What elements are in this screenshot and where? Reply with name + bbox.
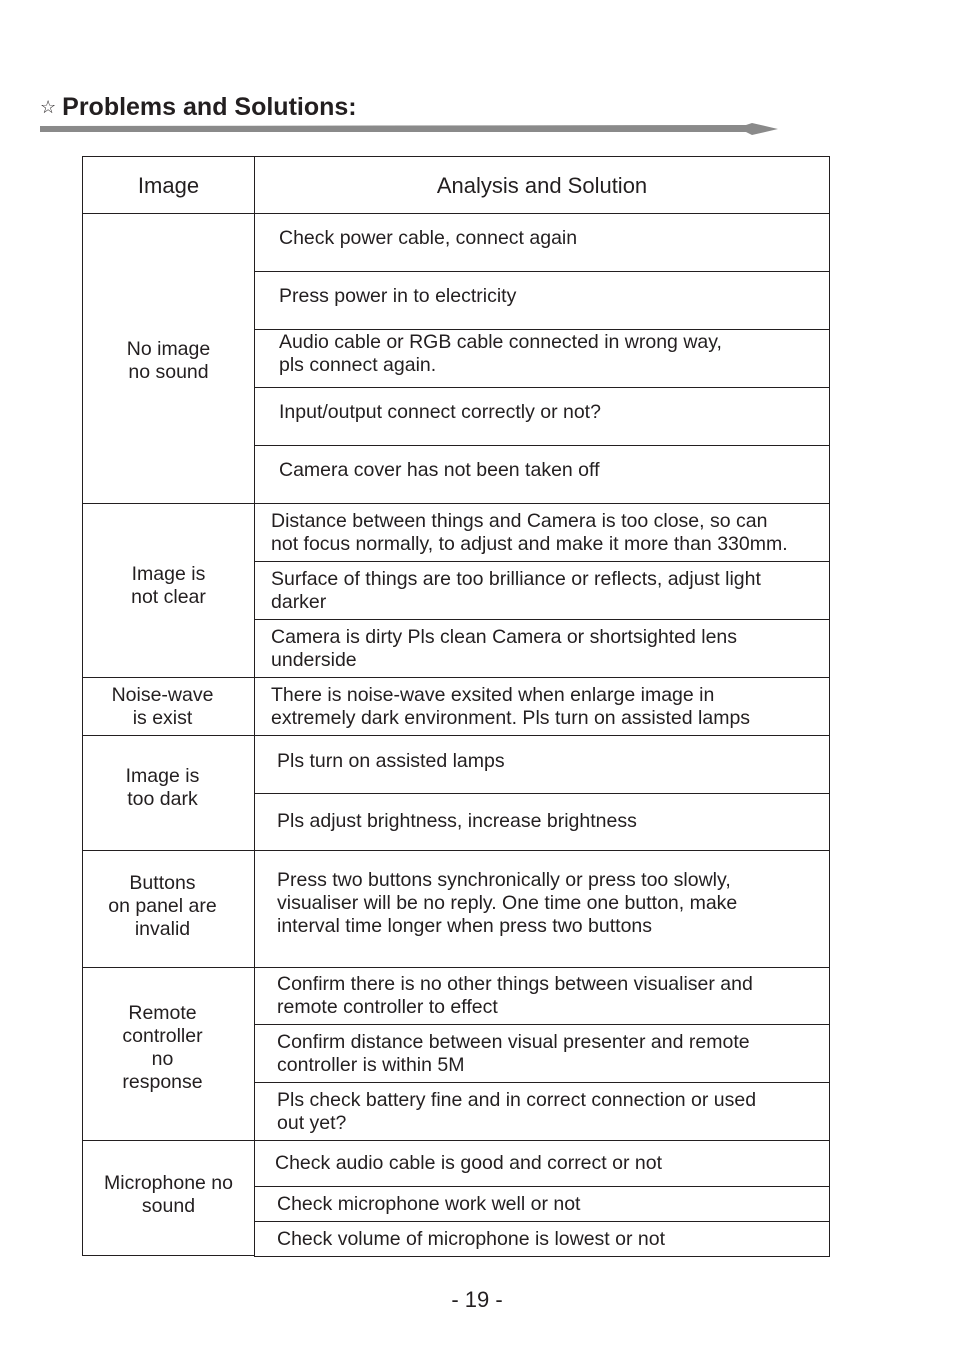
section-heading xyxy=(40,92,357,122)
solution-cell: Check volume of microphone is lowest or not xyxy=(254,1221,830,1257)
solution-cell: Pls turn on assisted lamps xyxy=(254,735,830,794)
category-no-image-no-sound: No image no sound xyxy=(82,213,255,504)
solution-cell: Camera is dirty Pls clean Camera or shortsighted lens underside xyxy=(254,619,830,678)
solution-cell: There is noise-wave exsited when enlarge image in extremely dark environment. Pls turn on assisted lamps xyxy=(254,677,830,736)
category-noise-wave: Noise-wave is exist xyxy=(82,677,255,736)
solution-cell: Check power cable, connect again xyxy=(254,213,830,272)
category-buttons-invalid: Buttons on panel are invalid xyxy=(82,850,255,968)
solution-cell: Confirm distance between visual presenter and remote controller is within 5M xyxy=(254,1024,830,1083)
solution-cell: Check microphone work well or not xyxy=(254,1186,830,1222)
column-header-analysis: Analysis and Solution xyxy=(254,156,830,214)
solution-cell: Confirm there is no other things between visualiser and remote controller to effect xyxy=(254,967,830,1025)
solution-cell: Surface of things are too brilliance or reflects, adjust light darker xyxy=(254,561,830,620)
solution-cell: Camera cover has not been taken off xyxy=(254,445,830,504)
solution-cell: Press power in to electricity xyxy=(254,271,830,330)
section-title: Problems and Solutions: xyxy=(62,93,357,121)
solution-cell: Audio cable or RGB cable connected in wrong way, pls connect again. xyxy=(254,329,830,388)
solution-cell: Check audio cable is good and correct or not xyxy=(254,1140,830,1187)
solution-cell: Pls adjust brightness, increase brightness xyxy=(254,793,830,851)
solution-cell: Input/output connect correctly or not? xyxy=(254,387,830,446)
solution-cell: Distance between things and Camera is too close, so can not focus normally, to adjust and make it more than 330mm. xyxy=(254,503,830,562)
page-number: - 19 - xyxy=(451,1287,503,1312)
solution-cell: Press two buttons synchronically or press too slowly, visualiser will be no reply. One time one button, make interval time longer when press two buttons xyxy=(254,850,830,968)
category-remote-no-response: Remote controller no response xyxy=(82,967,255,1141)
category-image-too-dark: Image is too dark xyxy=(82,735,255,851)
column-header-image: Image xyxy=(82,156,255,214)
solution-cell: Pls check battery fine and in correct connection or used out yet? xyxy=(254,1082,830,1141)
category-image-not-clear: Image is not clear xyxy=(82,503,255,678)
star-outline-icon: ☆ xyxy=(40,97,57,117)
category-microphone-no-sound: Microphone no sound xyxy=(82,1140,255,1256)
heading-underline xyxy=(40,120,780,136)
